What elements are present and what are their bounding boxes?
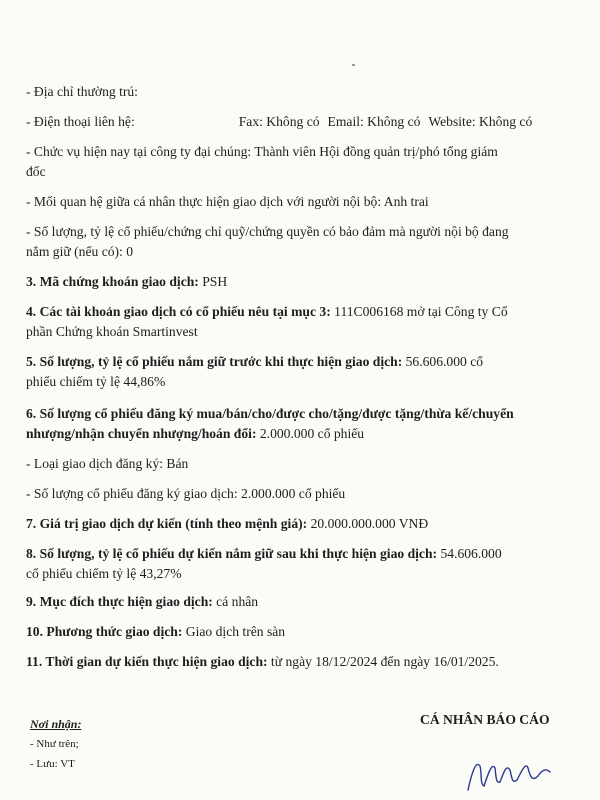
transaction-quantity-line: - Số lượng cổ phiếu đăng ký giao dịch: 2.000.000 cổ phiếu: [26, 486, 346, 501]
address-line: - Địa chỉ thường trú:: [26, 84, 138, 99]
section-6: 6. Số lượng cổ phiếu đăng ký mua/bán/cho/được cho/tặng/được tặng/thừa kế/chuyển: [26, 406, 514, 421]
reporter-title: CÁ NHÂN BÁO CÁO: [420, 712, 550, 727]
recipient-item: - Như trên;: [30, 738, 79, 750]
section-9: 9. Mục đích thực hiện giao dịch: cá nhân: [26, 594, 259, 609]
section-7: 7. Giá trị giao dịch dự kiến (tính theo mệnh giá): 20.000.000.000 VNĐ: [26, 516, 429, 531]
section-5-cont: phiếu chiếm tỷ lệ 44,86%: [26, 374, 166, 389]
contact-line: - Điện thoại liên hệ: Fax: Không có Email: Không có Website: Không có: [26, 114, 533, 129]
signature-mark: [462, 752, 552, 796]
recipients-title: Nơi nhận:: [30, 717, 82, 731]
transaction-type-line: - Loại giao dịch đăng ký: Bán: [26, 456, 189, 471]
section-4-cont: phần Chứng khoán Smartinvest: [26, 324, 198, 339]
holdings-line-cont: nắm giữ (nếu có): 0: [26, 244, 134, 259]
recipients-block: [30, 714, 81, 774]
section-5: 5. Số lượng, tỷ lệ cổ phiếu nắm giữ trước khi thực hiện giao dịch: 56.606.000 cổ: [26, 354, 484, 369]
section-6-cont: nhượng/nhận chuyển nhượng/hoán đổi: 2.000.000 cổ phiếu: [26, 426, 365, 441]
section-4: 4. Các tài khoản giao dịch có cổ phiếu nêu tại mục 3: 111C006168 mở tại Công ty Cổ: [26, 304, 508, 319]
recipient-item: - Lưu: VT: [30, 758, 75, 770]
section-8-cont: cổ phiếu chiếm tỷ lệ 43,27%: [26, 566, 182, 581]
scan-speck: [352, 64, 355, 66]
section-8: 8. Số lượng, tỷ lệ cổ phiếu dự kiến nắm giữ sau khi thực hiện giao dịch: 54.606.000: [26, 546, 502, 561]
section-11: 11. Thời gian dự kiến thực hiện giao dịch: từ ngày 18/12/2024 đến ngày 16/01/2025.: [26, 654, 499, 669]
relationship-line: - Mối quan hệ giữa cá nhân thực hiện giao dịch với người nội bộ: Anh trai: [26, 194, 429, 209]
section-3: 3. Mã chứng khoán giao dịch: PSH: [26, 274, 228, 289]
position-line-cont: đốc: [26, 164, 46, 179]
holdings-line: - Số lượng, tỷ lệ cổ phiếu/chứng chỉ quỹ/chứng quyền có bảo đảm mà người nội bộ đang: [26, 224, 509, 239]
section-10: 10. Phương thức giao dịch: Giao dịch trên sàn: [26, 624, 286, 639]
position-line: - Chức vụ hiện nay tại công ty đại chúng: Thành viên Hội đồng quản trị/phó tổng giám: [26, 144, 498, 159]
